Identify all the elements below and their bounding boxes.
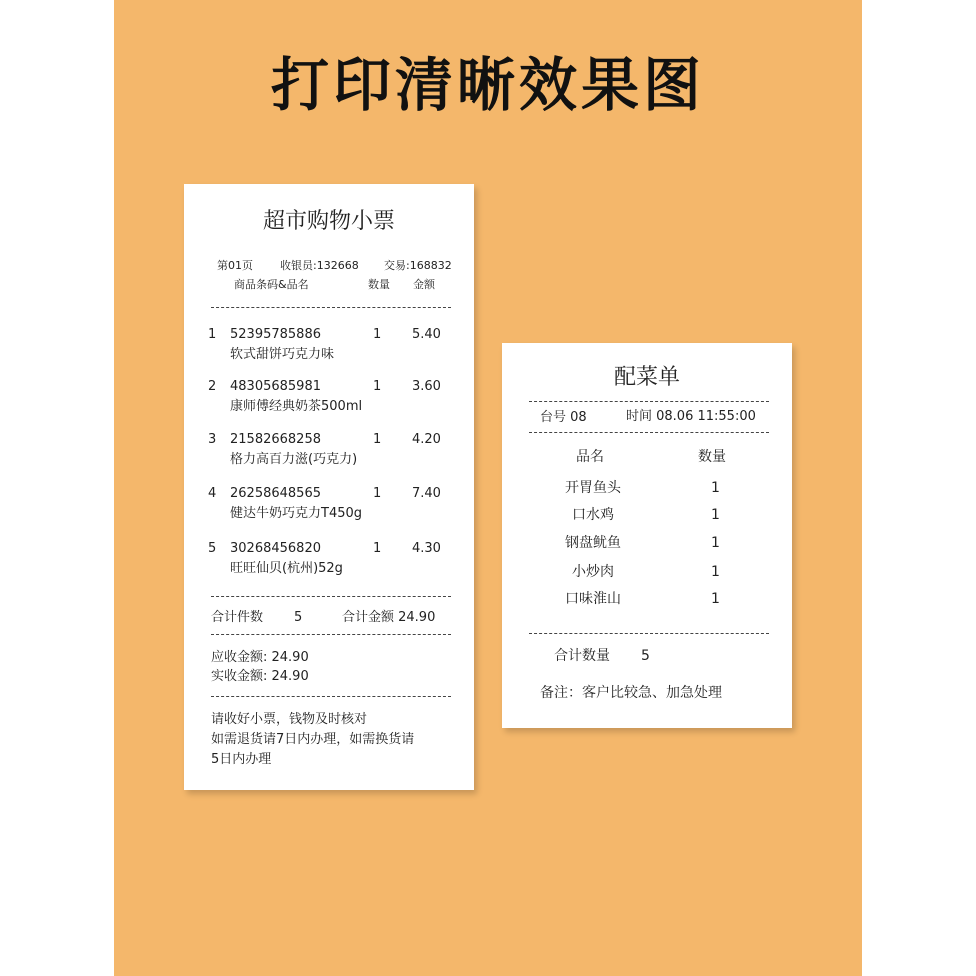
total-count: 5 [294, 610, 303, 625]
total-amount: 合计金额 24.90 [342, 610, 436, 625]
item-amount: 4.20 [412, 432, 441, 447]
cashier-id: 收银员:132668 [280, 259, 359, 272]
divider [529, 432, 769, 433]
dish-order-receipt [502, 343, 792, 728]
item-code: 30268456820 [230, 541, 321, 556]
dish-name: 开胃鱼头 [565, 480, 621, 496]
item-qty: 1 [373, 379, 382, 394]
item-amount: 3.60 [412, 379, 441, 394]
headline: 打印清晰效果图 [270, 51, 705, 119]
received-amount: 实收金额: 24.90 [211, 669, 309, 684]
dish-qty: 1 [711, 480, 720, 496]
order-time: 时间 08.06 11:55:00 [626, 409, 756, 424]
supermarket-receipt [184, 184, 474, 790]
header-name: 品名 [576, 449, 604, 465]
dish-qty: 1 [711, 535, 720, 551]
dish-name: 口味淮山 [565, 591, 621, 607]
table-number: 台号 08 [540, 410, 587, 425]
divider [211, 634, 451, 635]
receivable-amount: 应收金额: 24.90 [211, 650, 309, 665]
order-note: 备注：客户比较急、加急处理 [540, 685, 722, 701]
total-count-label: 合计件数 [211, 610, 264, 625]
header-qty: 数量 [698, 449, 726, 465]
dish-qty: 1 [711, 591, 720, 607]
divider [211, 696, 451, 697]
dish-name: 小炒肉 [572, 564, 614, 580]
item-no: 3 [208, 432, 217, 447]
item-no: 5 [208, 541, 217, 556]
dish-qty: 1 [711, 564, 720, 580]
footer-line: 5日内办理 [211, 752, 272, 767]
footer-line: 如需退货请7日内办理，如需换货请 [211, 732, 415, 747]
item-name: 软式甜饼巧克力味 [230, 347, 335, 362]
item-code: 48305685981 [230, 379, 321, 394]
divider [529, 633, 769, 634]
dish-name: 钢盘鱿鱼 [565, 535, 621, 551]
total-quantity-label: 合计数量 [554, 648, 610, 664]
item-no: 2 [208, 379, 217, 394]
dish-qty: 1 [711, 507, 720, 523]
item-no: 4 [208, 486, 217, 501]
item-name: 旺旺仙贝(杭州)52g [230, 561, 343, 576]
dish-name: 口水鸡 [572, 507, 614, 523]
item-qty: 1 [373, 432, 382, 447]
transaction-id: 交易:168832 [384, 259, 452, 272]
item-no: 1 [208, 327, 217, 342]
divider [211, 596, 451, 597]
divider [211, 307, 451, 308]
item-qty: 1 [373, 541, 382, 556]
header-item: 商品条码&品名 [234, 278, 309, 291]
header-amount: 金额 [413, 278, 435, 291]
header-qty: 数量 [368, 278, 390, 291]
footer-line: 请收好小票，钱物及时核对 [211, 712, 368, 727]
item-amount: 4.30 [412, 541, 441, 556]
item-qty: 1 [373, 327, 382, 342]
item-name: 康师傅经典奶茶500ml [230, 399, 363, 414]
item-code: 52395785886 [230, 327, 321, 342]
item-name: 健达牛奶巧克力T450g [230, 506, 363, 521]
divider [529, 401, 769, 402]
receipt-title: 配菜单 [613, 365, 680, 390]
item-name: 格力高百力滋(巧克力) [230, 452, 358, 467]
page-number: 第01页 [217, 259, 253, 272]
receipt-title: 超市购物小票 [262, 209, 395, 234]
total-quantity: 5 [641, 648, 650, 664]
item-code: 26258648565 [230, 486, 321, 501]
item-qty: 1 [373, 486, 382, 501]
item-code: 21582668258 [230, 432, 321, 447]
item-amount: 7.40 [412, 486, 441, 501]
item-amount: 5.40 [412, 327, 441, 342]
